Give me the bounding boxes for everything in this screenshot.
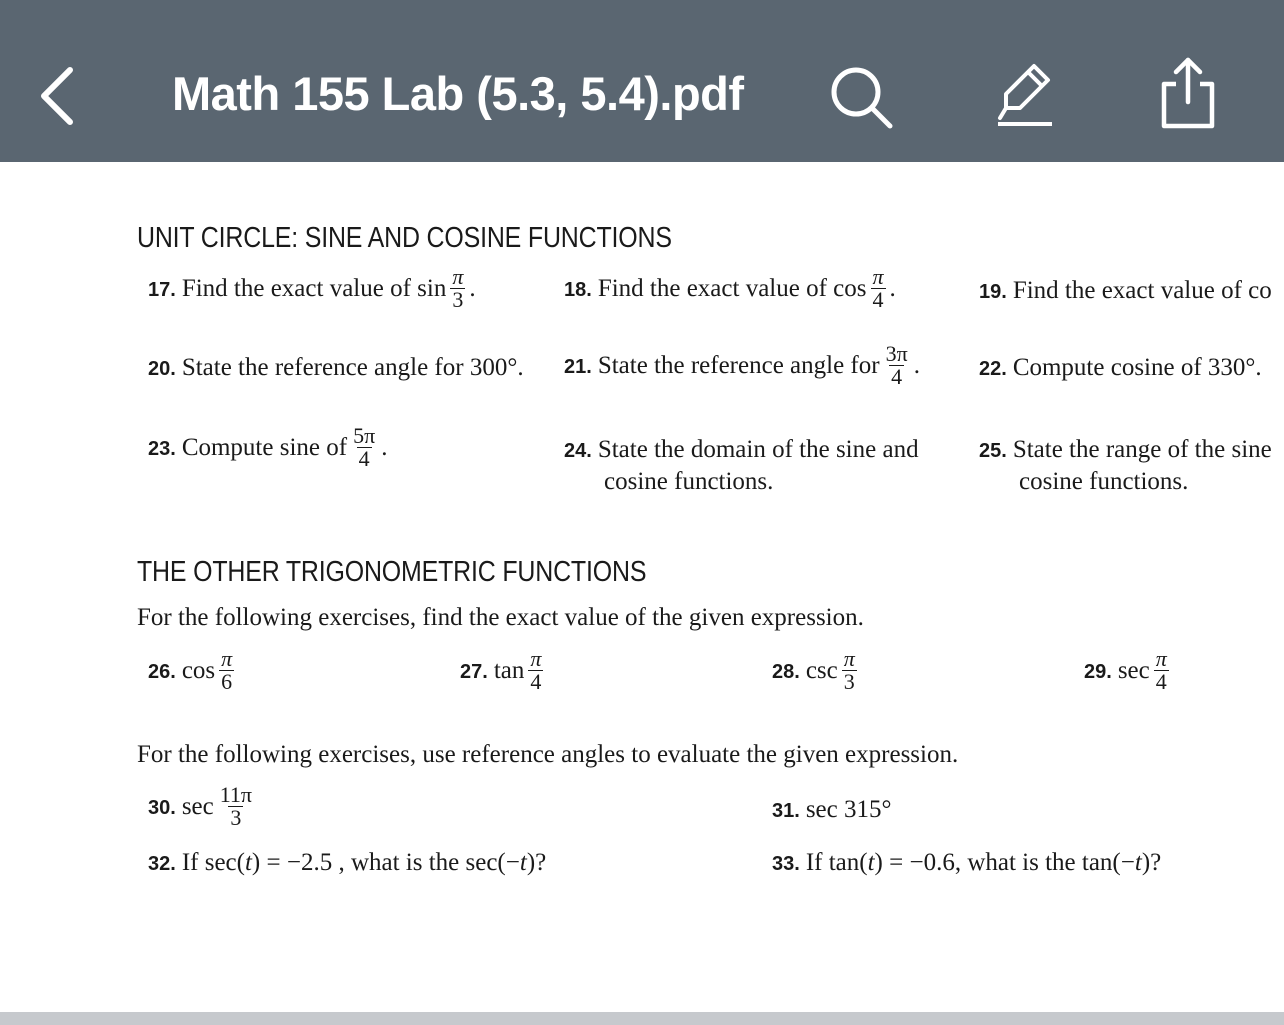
document-title: Math 155 Lab (5.3, 5.4).pdf: [172, 67, 744, 120]
section-heading-other-trig: THE OTHER TRIGONOMETRIC FUNCTIONS: [137, 556, 647, 588]
exercise-31: 31. sec 315°: [772, 796, 892, 823]
exercise-17: 17. Find the exact value of sin $\frac{\pi}{3}$ .: [148, 264, 476, 312]
share-icon: [1156, 54, 1220, 132]
exercise-25-continuation: cosine functions.: [1019, 468, 1189, 495]
exercise-30: 30. sec $\frac{11\pi}{3}$: [148, 782, 253, 830]
search-button[interactable]: [826, 62, 898, 134]
pdf-page[interactable]: [0, 162, 1284, 1012]
page-divider: [0, 1012, 1284, 1025]
search-icon: [826, 62, 898, 134]
exercise-27: 27. tan $\frac{\pi}{4}$: [460, 646, 542, 694]
exercise-19: 19. Find the exact value of co: [979, 277, 1272, 304]
exercise-24: 24. State the domain of the sine and: [564, 436, 919, 463]
exercise-22: 22. Compute cosine of 330°.: [979, 354, 1262, 381]
exercise-21: 21. State the reference angle for $\frac{3\pi}{4}$ .: [564, 341, 920, 389]
exercise-32: 32. If sec(t) = −2.5 , what is the sec(−t)?: [148, 849, 547, 876]
exercise-33: 33. If tan(t) = −0.6, what is the tan(−t)?: [772, 849, 1162, 876]
section-heading-unit-circle: UNIT CIRCLE: SINE AND COSINE FUNCTIONS: [137, 222, 672, 254]
instructions-reference-angles: For the following exercises, use reference angles to evaluate the given expression.: [137, 741, 959, 768]
instructions-exact-value: For the following exercises, find the exact value of the given expression.: [137, 604, 864, 631]
highlighter-pen-icon: [994, 60, 1058, 130]
markup-button[interactable]: [994, 60, 1058, 130]
exercise-24-continuation: cosine functions.: [604, 468, 774, 495]
exercise-20: 20. State the reference angle for 300°.: [148, 354, 524, 381]
exercise-23: 23. Compute sine of $\frac{5\pi}{4}$ .: [148, 423, 388, 471]
exercise-29: 29. sec $\frac{\pi}{4}$: [1084, 646, 1167, 694]
exercise-26: 26. cos $\frac{\pi}{6}$: [148, 646, 233, 694]
chevron-left-icon: [34, 64, 82, 128]
exercise-18: 18. Find the exact value of cos $\frac{\pi}{4}$ .: [564, 264, 896, 312]
share-button[interactable]: [1156, 54, 1220, 132]
top-bar: [0, 0, 1284, 162]
back-button[interactable]: [34, 64, 82, 128]
exercise-25: 25. State the range of the sine: [979, 436, 1272, 463]
exercise-28: 28. csc $\frac{\pi}{3}$: [772, 646, 855, 694]
